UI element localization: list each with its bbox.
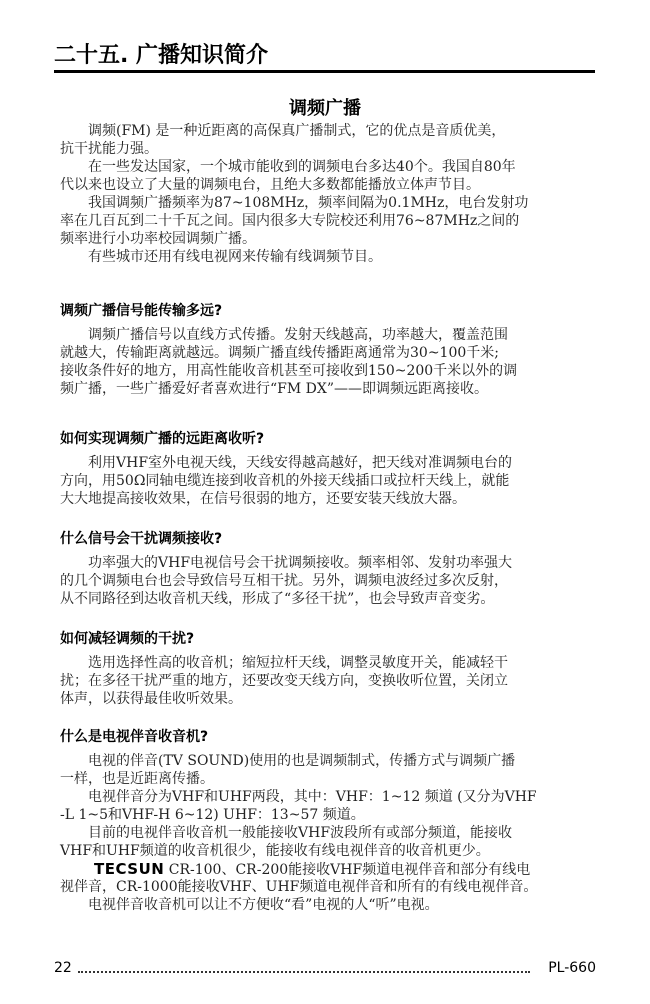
paragraph-line: [60, 454, 600, 472]
line-text: 频率进行小功率校园调频广播。: [60, 231, 256, 247]
page-number: 22: [54, 960, 72, 976]
line-text: 电视的伴音(TV SOUND)使用的也是调频制式，传播方式与调频广播: [88, 753, 516, 769]
line-text: 调频广播信号以直线方式传播。发射天线越高，功率越大，覆盖范围: [88, 327, 508, 343]
paragraph-line: [60, 472, 600, 490]
line-text: 利用VHF室外电视天线，天线安得越高越好，把天线对准调频电台的: [88, 455, 513, 471]
brand-line: [60, 860, 600, 878]
paragraph-line: [60, 788, 600, 806]
model-name: PL-660: [548, 960, 596, 976]
intro-block: [60, 122, 600, 266]
paragraph-line: [60, 176, 600, 194]
paragraph-line: [60, 806, 600, 824]
line-text: 率在几百瓦到二十千瓦之间。国内很多大专院校还利用76~87MHz之间的: [60, 213, 520, 229]
line-text: 我国调频广播频率为87~108MHz，频率间隔为0.1MHz，电台发射功: [88, 195, 529, 211]
paragraph-line: [60, 572, 600, 590]
line-text: 视伴音，CR-1000能接收VHF、UHF频道电视伴音和所有的有线电视伴音。: [60, 879, 538, 895]
line-text: 电视伴音收音机可以让不方便收“看”电视的人“听”电视。: [88, 897, 439, 913]
answer-interference: [60, 554, 600, 608]
chapter-title: 二十五. 广播知识简介: [54, 43, 269, 68]
line-text: 代以来也设立了大量的调频电台，且绝大多数都能播放立体声节目。: [60, 177, 480, 193]
paragraph-line: [60, 212, 600, 230]
paragraph-line: [60, 672, 600, 690]
question-heading-long-distance: 如何实现调频广播的远距离收听?: [60, 431, 265, 447]
line-text: 体声，以获得最佳收听效果。: [60, 691, 242, 707]
line-text: VHF和UHF频道的收音机很少，能接收有线电视伴音的收音机更少。: [60, 843, 490, 859]
line-text: 有些城市还用有线电视网来传输有线调频节目。: [88, 249, 382, 265]
paragraph-line: [60, 654, 600, 672]
paragraph-line: [60, 690, 600, 708]
paragraph-line: [60, 824, 600, 842]
line-text: 大大地提高接收效果，在信号很弱的地方，还要安装天线放大器。: [60, 491, 466, 507]
paragraph-line: [60, 230, 600, 248]
answer-tv-sound: [60, 752, 600, 914]
paragraph-line: [60, 554, 600, 572]
paragraph-line: [60, 158, 600, 176]
line-text: 方向，用50Ω同轴电缆连接到收音机的外接天线插口或拉杆天线上，就能: [60, 473, 510, 489]
line-text: 选用选择性高的收音机；缩短拉杆天线，调整灵敏度开关，能减轻干: [88, 655, 508, 671]
question-heading-range: 调频广播信号能传输多远?: [60, 303, 223, 319]
line-text: 的几个调频电台也会导致信号互相干扰。另外，调频电波经过多次反射，: [60, 573, 508, 589]
line-text: 功率强大的VHF电视信号会干扰调频接收。频率相邻、发射功率强大: [88, 555, 513, 571]
page-footer: [54, 960, 596, 980]
paragraph-line: [60, 380, 600, 398]
answer-long-distance: [60, 454, 600, 508]
chapter-rule: [54, 70, 595, 73]
paragraph-line: [60, 490, 600, 508]
line-text: 扰；在多径干扰严重的地方，还要改变天线方向，变换收听位置，关闭立: [60, 673, 508, 689]
line-text: 抗干扰能力强。: [60, 141, 158, 157]
line-text: -L 1~5和VHF-H 6~12) UHF：13~57 频道。: [60, 807, 365, 823]
paragraph-line: [60, 248, 600, 266]
answer-range: [60, 326, 600, 398]
question-heading-interference: 什么信号会干扰调频接收?: [60, 531, 223, 547]
brand-line-text: CR-100、CR-200能接收VHF频道电视伴音和部分有线电: [164, 862, 531, 878]
line-text: 目前的电视伴音收音机一般能接收VHF波段所有或部分频道，能接收: [88, 825, 513, 841]
paragraph-line: [60, 194, 600, 212]
paragraph-line: [60, 752, 600, 770]
dotted-leader: [78, 971, 530, 973]
line-text: 一样，也是近距离传播。: [60, 771, 214, 787]
section-title: 调频广播: [289, 98, 361, 119]
answer-reduce-interference: [60, 654, 600, 708]
paragraph-line: [60, 770, 600, 788]
question-heading-tv-sound: 什么是电视伴音收音机?: [60, 729, 209, 745]
line-text: 频广播，一些广播爱好者喜欢进行“FM DX”——即调频远距离接收。: [60, 381, 489, 397]
paragraph-line: [60, 896, 600, 914]
line-text: 电视伴音分为VHF和UHF两段，其中：VHF：1~12 频道 (又分为VHF: [88, 789, 537, 805]
paragraph-line: [60, 878, 600, 896]
paragraph-line: [60, 344, 600, 362]
paragraph-line: [60, 842, 600, 860]
question-heading-reduce-interference: 如何减轻调频的干扰?: [60, 631, 195, 647]
paragraph-line: [60, 140, 600, 158]
line-text: 在一些发达国家，一个城市能收到的调频电台多达40个。我国自80年: [88, 159, 516, 175]
paragraph-line: [60, 590, 600, 608]
line-text: 接收条件好的地方，用高性能收音机甚至可接收到150~200千米以外的调: [60, 363, 518, 379]
line-text: 调频(FM) 是一种近距离的高保真广播制式，它的优点是音质优美，: [88, 123, 506, 139]
line-text: 从不同路径到达收音机天线，形成了“多径干扰”，也会导致声音变劣。: [60, 591, 495, 607]
paragraph-line: [60, 326, 600, 344]
line-text: 就越大，传输距离就越远。调频广播直线传播距离通常为30~100千米;: [60, 345, 499, 361]
tecsun-logo: TECSUN: [94, 860, 165, 878]
paragraph-line: [60, 122, 600, 140]
paragraph-line: [60, 362, 600, 380]
